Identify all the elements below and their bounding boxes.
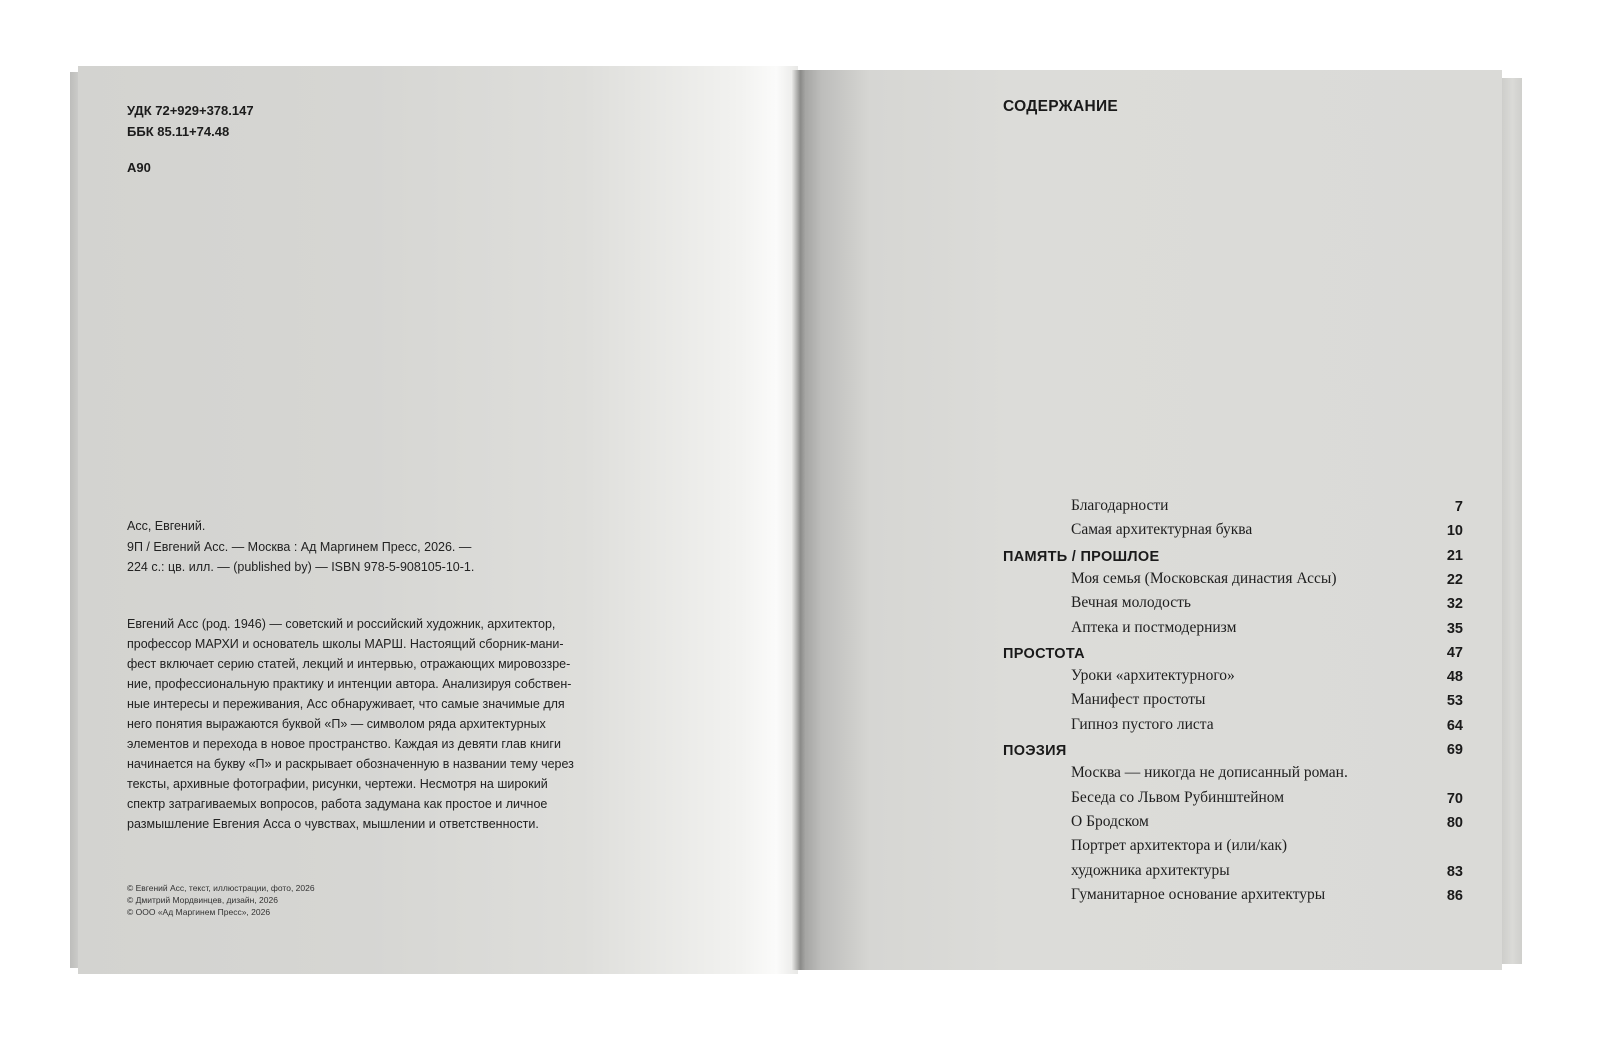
toc-entry xyxy=(1003,789,1463,813)
toc-page-number: 86 xyxy=(1446,887,1463,904)
toc-label: Манифест простоты xyxy=(1071,691,1206,709)
toc-label: ПАМЯТЬ / ПРОШЛОЕ xyxy=(1003,548,1160,565)
annotation-line: ные интересы и переживания, Асс обнаруживает, что самые значимые для xyxy=(127,697,565,711)
toc-page-number: 10 xyxy=(1446,523,1463,540)
biblio-line: 224 с.: цв. илл. — (published by) — ISBN 978-5-908105-10-1. xyxy=(127,560,475,574)
biblio-line: Асс, Евгений. xyxy=(127,519,206,533)
bibliographic-record xyxy=(127,516,474,578)
toc-entry xyxy=(1003,691,1463,715)
biblio-line: 9П / Евгений Асс. — Москва : Ад Маргинем Пресс, 2026. — xyxy=(127,539,472,554)
annotation-line: Евгений Асс (род. 1946) — советский и российский художник, архитектор, xyxy=(127,617,556,631)
toc-entry xyxy=(1003,497,1463,521)
toc-label: Уроки «архитектурного» xyxy=(1071,667,1235,685)
toc-page-number: 69 xyxy=(1446,742,1463,758)
toc-page-number: 35 xyxy=(1446,620,1463,637)
annotation-line: размышление Евгения Асса о чувствах, мышлении и ответственности. xyxy=(127,817,539,831)
toc-label: Москва — никогда не дописанный роман. xyxy=(1071,764,1348,782)
toc-label: художника архитектуры xyxy=(1071,861,1230,879)
toc-entry xyxy=(1003,619,1463,643)
toc-section xyxy=(1003,643,1463,667)
annotation-line: него понятия выражаются буквой «П» — символом ряда архитектурных xyxy=(127,717,546,731)
annotation-line: спектр затрагиваемых вопросов, работа задумана как простое и личное xyxy=(127,797,548,811)
toc-label: Аптека и постмодернизм xyxy=(1071,618,1237,636)
toc-page-number: 80 xyxy=(1446,814,1463,831)
toc-label: Моя семья (Московская династия Ассы) xyxy=(1071,569,1337,587)
toc-label: Вечная молодость xyxy=(1071,594,1191,612)
toc-entry xyxy=(1003,862,1463,886)
toc-section xyxy=(1003,740,1463,764)
annotation-line: начинается на букву «П» и раскрывает обозначенную в названии тему через xyxy=(127,757,574,771)
toc-label: Портрет архитектора и (или/как) xyxy=(1071,837,1288,855)
toc-entry xyxy=(1003,521,1463,545)
toc-entry xyxy=(1003,837,1463,861)
book-gutter xyxy=(792,70,806,970)
annotation-line: ние, профессиональную практику и интенции автора. Анализируя собствен- xyxy=(127,677,572,691)
toc-page-number: 32 xyxy=(1446,596,1463,613)
toc-page-number: 22 xyxy=(1446,571,1463,588)
toc-title: СОДЕРЖАНИЕ xyxy=(1003,98,1119,115)
imprint-classification xyxy=(127,100,254,142)
toc-label: ПРОСТОТА xyxy=(1003,645,1085,662)
annotation-line: профессор МАРХИ и основатель школы МАРШ. Настоящий сборник-мани- xyxy=(127,637,564,651)
toc-label: Благодарности xyxy=(1071,497,1169,514)
toc-entry xyxy=(1003,886,1463,910)
copyright-line: © Евгений Асс, текст, иллюстрации, фото, 2026 xyxy=(127,883,315,893)
copyright-line: © ООО «Ад Маргинем Пресс», 2026 xyxy=(127,907,271,917)
annotation-line: элементов и перехода в новое пространство. Каждая из девяти глав книги xyxy=(127,737,561,751)
toc-page-number: 21 xyxy=(1446,547,1463,564)
toc-page-number: 53 xyxy=(1446,693,1463,710)
annotation-text xyxy=(127,614,607,834)
toc-entry xyxy=(1003,594,1463,618)
toc-entry xyxy=(1003,667,1463,691)
toc-page-number: 70 xyxy=(1446,790,1463,807)
udk-line: УДК 72+929+378.147 xyxy=(127,103,254,118)
toc-page-number: 47 xyxy=(1446,644,1463,661)
author-code: А90 xyxy=(127,160,151,175)
toc-entry xyxy=(1003,813,1463,837)
toc-entry xyxy=(1003,716,1463,740)
toc-label: ПОЭЗИЯ xyxy=(1003,743,1067,759)
toc-section xyxy=(1003,546,1463,570)
toc-page-number: 83 xyxy=(1446,863,1463,880)
toc-label: Гипноз пустого листа xyxy=(1071,715,1214,733)
toc-label: О Бродском xyxy=(1071,812,1149,830)
toc-page-number: 64 xyxy=(1446,717,1463,734)
toc-page-number: 48 xyxy=(1446,669,1463,686)
toc-label: Самая архитектурная буква xyxy=(1071,521,1253,539)
toc-page-number: 7 xyxy=(1454,499,1463,515)
toc-label: Гуманитарное основание архитектуры xyxy=(1071,885,1326,903)
toc-entry xyxy=(1003,764,1463,788)
annotation-line: фест включает серию статей, лекций и интервью, отражающих мировоззре- xyxy=(127,657,571,671)
copyright-line: © Дмитрий Мордвинцев, дизайн, 2026 xyxy=(127,895,278,905)
toc-entry xyxy=(1003,570,1463,594)
bbk-line: ББК 85.11+74.48 xyxy=(127,124,230,139)
toc-label: Беседа со Львом Рубинштейном xyxy=(1071,788,1285,806)
annotation-line: тексты, архивные фотографии, рисунки, чертежи. Несмотря на широкий xyxy=(127,777,548,791)
copyright-notice xyxy=(127,882,315,918)
